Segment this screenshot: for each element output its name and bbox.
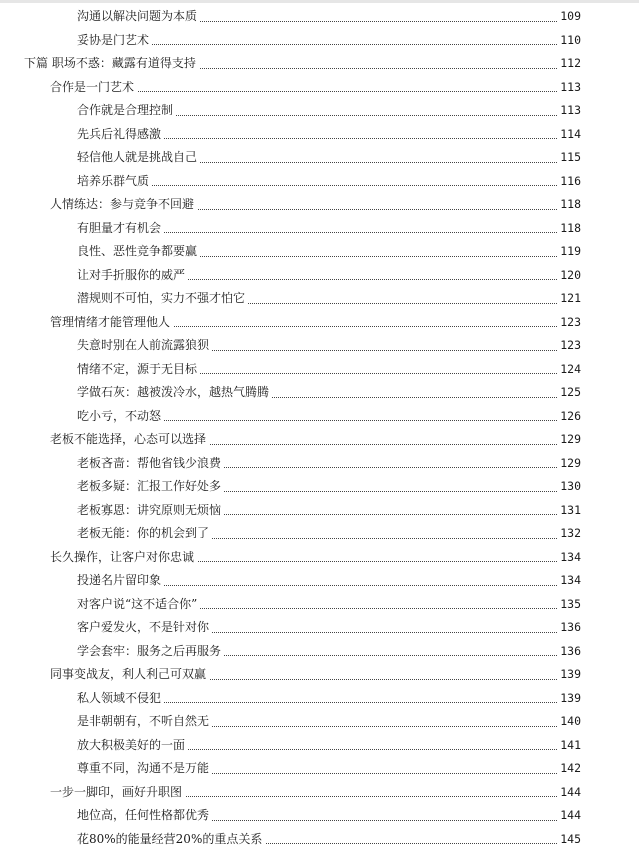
toc-entry-page-number: 110	[557, 29, 581, 53]
toc-entry[interactable]	[77, 687, 581, 711]
toc-entry[interactable]	[77, 828, 581, 852]
top-border	[0, 0, 639, 3]
toc-entry-title: 老板吝啬：帮他省钱少浪费	[77, 452, 224, 476]
toc-entry-title: 吃小亏，不动怒	[77, 405, 164, 429]
toc-entry-page-number: 123	[557, 334, 581, 358]
toc-entry[interactable]	[77, 334, 581, 358]
toc-entry-page-number: 129	[557, 428, 581, 452]
toc-entry-title: 轻信他人就是挑战自己	[77, 146, 200, 170]
toc-entry-title: 失意时别在人前流露狼狈	[77, 334, 212, 358]
toc-entry[interactable]	[77, 381, 581, 405]
toc-entry-title: 合作是一门艺术	[50, 76, 137, 100]
toc-entry[interactable]	[50, 193, 581, 217]
toc-entry-page-number: 139	[557, 687, 581, 711]
toc-entry-page-number: 115	[557, 146, 581, 170]
toc-entry[interactable]	[50, 546, 581, 570]
toc-entry-page-number: 139	[557, 663, 581, 687]
toc-entry[interactable]	[77, 616, 581, 640]
toc-entry-title: 学做石灰：越被泼冷水，越热气腾腾	[77, 381, 272, 405]
toc-entry[interactable]	[77, 358, 581, 382]
toc-entry-page-number: 121	[557, 287, 581, 311]
toc-entry-title: 一步一脚印，画好升职图	[50, 781, 185, 805]
toc-entry-page-number: 134	[557, 569, 581, 593]
toc-entry-title: 人情练达：参与竞争不回避	[50, 193, 197, 217]
toc-entry-page-number: 145	[557, 828, 581, 852]
toc-entry-title: 私人领域不侵犯	[77, 687, 164, 711]
toc-entry[interactable]	[77, 240, 581, 264]
toc-entry-page-number: 116	[557, 170, 581, 194]
toc-entry-title: 先兵后礼得感激	[77, 123, 164, 147]
toc-entry-title: 培养乐群气质	[77, 170, 152, 194]
toc-entry[interactable]	[77, 217, 581, 241]
toc-entry-title: 花80%的能量经营20%的重点关系	[77, 828, 265, 852]
toc-entry-title: 老板多疑：汇报工作好处多	[77, 475, 224, 499]
toc-entry-title: 客户爱发火，不是针对你	[77, 616, 212, 640]
toc-entry-page-number: 113	[557, 76, 581, 100]
toc-entry-page-number: 136	[557, 640, 581, 664]
toc-entry[interactable]	[77, 593, 581, 617]
toc-entry[interactable]	[77, 757, 581, 781]
toc-entry-page-number: 131	[557, 499, 581, 523]
toc-entry-page-number: 123	[557, 311, 581, 335]
toc-entry[interactable]	[77, 29, 581, 53]
toc-entry-title: 老板不能选择，心态可以选择	[50, 428, 209, 452]
toc-entry-page-number: 109	[557, 5, 581, 29]
toc-entry[interactable]	[77, 405, 581, 429]
toc-entry-page-number: 132	[557, 522, 581, 546]
toc-entry-page-number: 126	[557, 405, 581, 429]
toc-entry[interactable]	[77, 475, 581, 499]
toc-entry[interactable]	[77, 569, 581, 593]
dot-leader	[77, 185, 581, 186]
toc-entry-page-number: 136	[557, 616, 581, 640]
toc-entry-title: 妥协是门艺术	[77, 29, 152, 53]
toc-entry-page-number: 124	[557, 358, 581, 382]
toc-entry-page-number: 144	[557, 781, 581, 805]
toc-entry[interactable]	[24, 52, 581, 76]
toc-entry[interactable]	[50, 781, 581, 805]
toc-entry-title: 地位高，任何性格都优秀	[77, 804, 212, 828]
toc-entry[interactable]	[77, 452, 581, 476]
toc-entry-title: 学会套牢：服务之后再服务	[77, 640, 224, 664]
toc-entry-title: 尊重不同，沟通不是万能	[77, 757, 212, 781]
toc-entry-page-number: 114	[557, 123, 581, 147]
toc-entry[interactable]	[77, 146, 581, 170]
toc-entry-title: 良性、恶性竞争都要赢	[77, 240, 200, 264]
toc-entry[interactable]	[77, 170, 581, 194]
toc-entry-title: 有胆量才有机会	[77, 217, 164, 241]
toc-entry[interactable]	[77, 710, 581, 734]
toc-entry-title: 对客户说“这不适合你”	[77, 593, 200, 617]
toc-entry[interactable]	[77, 99, 581, 123]
toc-entry[interactable]	[77, 734, 581, 758]
toc-entry[interactable]	[77, 287, 581, 311]
toc-entry[interactable]	[50, 76, 581, 100]
toc-entry[interactable]	[50, 428, 581, 452]
toc-entry-page-number: 135	[557, 593, 581, 617]
toc-entry-page-number: 144	[557, 804, 581, 828]
toc-entry[interactable]	[77, 123, 581, 147]
toc-entry-page-number: 134	[557, 546, 581, 570]
toc-entry[interactable]	[77, 804, 581, 828]
table-of-contents	[0, 5, 639, 851]
toc-entry-page-number: 120	[557, 264, 581, 288]
toc-entry-title: 下篇 职场不惑：藏露有道得支持	[24, 52, 199, 76]
toc-entry-title: 潜规则不可怕，实力不强才怕它	[77, 287, 248, 311]
toc-entry-page-number: 129	[557, 452, 581, 476]
dot-leader	[77, 44, 581, 45]
toc-entry-page-number: 112	[557, 52, 581, 76]
toc-entry-page-number: 113	[557, 99, 581, 123]
toc-entry-title: 是非朝朝有，不听自然无	[77, 710, 212, 734]
toc-entry-title: 让对手折服你的威严	[77, 264, 188, 288]
toc-entry[interactable]	[77, 5, 581, 29]
toc-entry-title: 同事变战友，利人利己可双赢	[50, 663, 209, 687]
toc-entry-title: 长久操作，让客户对你忠诚	[50, 546, 197, 570]
toc-entry-page-number: 141	[557, 734, 581, 758]
toc-entry[interactable]	[77, 640, 581, 664]
toc-entry-page-number: 118	[557, 193, 581, 217]
toc-entry-title: 老板寡恩：讲究原则无烦恼	[77, 499, 224, 523]
toc-entry-title: 合作就是合理控制	[77, 99, 176, 123]
toc-entry-page-number: 140	[557, 710, 581, 734]
toc-entry-title: 情绪不定，源于无目标	[77, 358, 200, 382]
toc-entry-title: 沟通以解决问题为本质	[77, 5, 200, 29]
toc-entry-page-number: 118	[557, 217, 581, 241]
toc-entry-page-number: 142	[557, 757, 581, 781]
toc-entry-page-number: 130	[557, 475, 581, 499]
toc-entry-title: 放大积极美好的一面	[77, 734, 188, 758]
toc-entry[interactable]	[77, 522, 581, 546]
toc-entry[interactable]	[77, 499, 581, 523]
toc-entry[interactable]	[50, 663, 581, 687]
toc-entry-page-number: 119	[557, 240, 581, 264]
toc-entry-title: 管理情绪才能管理他人	[50, 311, 173, 335]
toc-entry[interactable]	[50, 311, 581, 335]
toc-entry-title: 老板无能：你的机会到了	[77, 522, 212, 546]
toc-entry[interactable]	[77, 264, 581, 288]
toc-entry-title: 投递名片留印象	[77, 569, 164, 593]
toc-entry-page-number: 125	[557, 381, 581, 405]
